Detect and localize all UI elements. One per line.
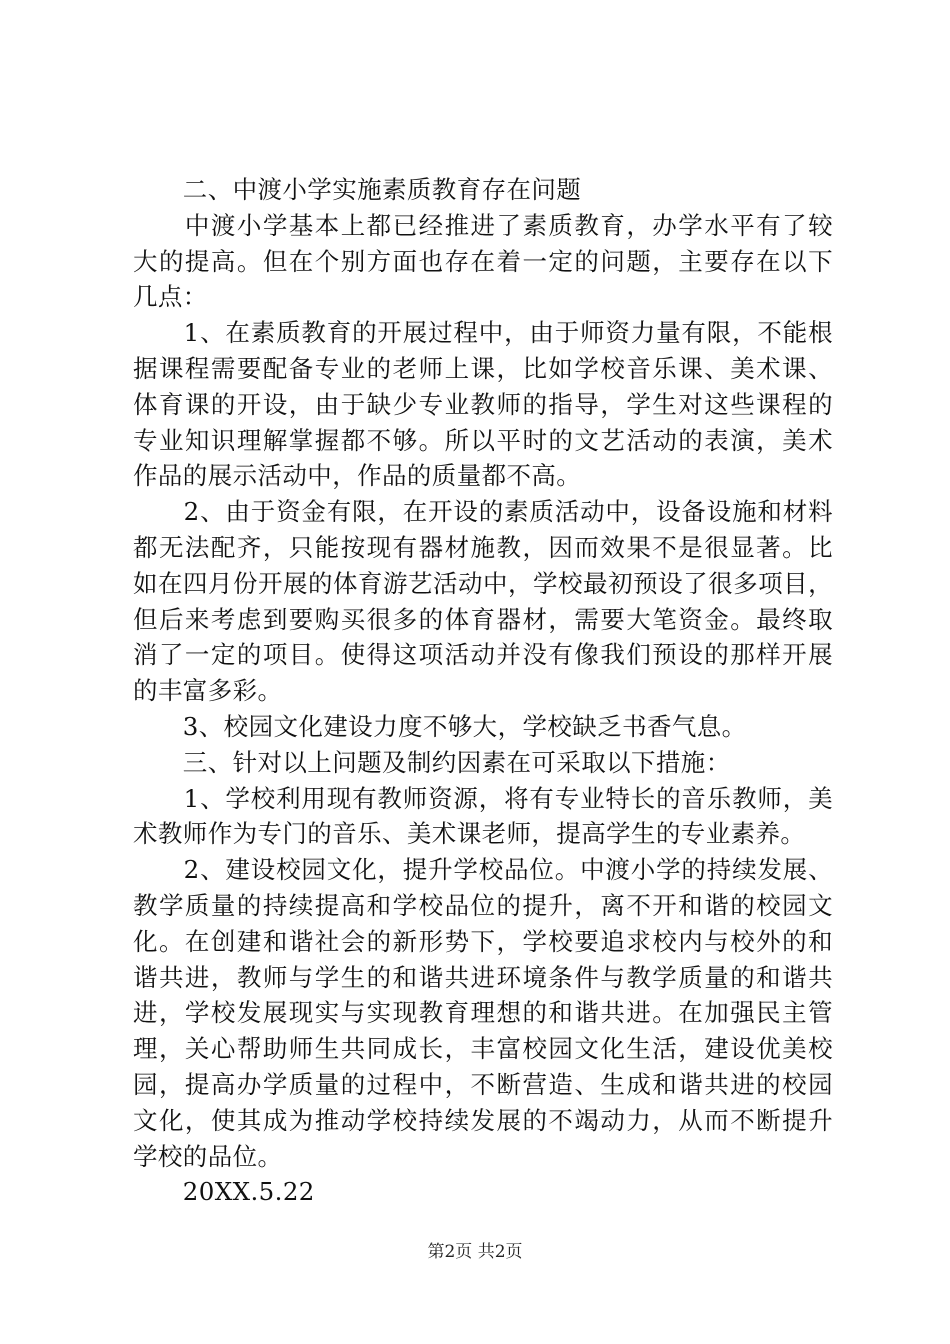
paragraph-line: 专业知识理解掌握都不够。所以平时的文艺活动的表演，美术 — [133, 425, 833, 455]
paragraph-line: 学校的品位。 — [133, 1141, 283, 1171]
paragraph-line: 理，关心帮助师生共同成长，丰富校园文化生活，建设优美校 — [133, 1034, 833, 1064]
section-heading: 三、针对以上问题及制约因素在可采取以下措施： — [133, 747, 731, 777]
paragraph-line: 的丰富多彩。 — [133, 676, 283, 706]
paragraph-line: 作品的展示活动中，作品的质量都不高。 — [133, 461, 582, 491]
paragraph-line: 1、学校利用现有教师资源，将有专业特长的音乐教师，美 — [133, 783, 833, 813]
paragraph-line: 大的提高。但在个别方面也存在着一定的问题，主要存在以下 — [133, 246, 833, 276]
paragraph-line: 几点： — [133, 282, 208, 312]
paragraph-line: 都无法配齐，只能按现有器材施教，因而效果不是很显著。比 — [133, 532, 833, 562]
paragraph-line: 中渡小学基本上都已经推进了素质教育，办学水平有了较 — [133, 210, 833, 240]
paragraph-line: 2、由于资金有限，在开设的素质活动中，设备设施和材料 — [133, 497, 833, 527]
paragraph-line: 进，学校发展现实与实现教育理想的和谐共进。在加强民主管 — [133, 998, 833, 1028]
paragraph-line: 但后来考虑到要购买很多的体育器材，需要大笔资金。最终取 — [133, 604, 833, 634]
paragraph-line: 化。在创建和谐社会的新形势下，学校要追求校内与校外的和 — [133, 926, 833, 956]
paragraph-line: 如在四月份开展的体育游艺活动中，学校最初预设了很多项目， — [133, 568, 833, 598]
page-number-footer: 第2页 共2页 — [427, 1242, 523, 1262]
paragraph-line: 3、校园文化建设力度不够大，学校缺乏书香气息。 — [133, 711, 747, 741]
paragraph-line: 据课程需要配备专业的老师上课，比如学校音乐课、美术课、 — [133, 353, 833, 383]
document-body — [133, 172, 833, 1210]
paragraph-line: 谐共进，教师与学生的和谐共进环境条件与教学质量的和谐共 — [133, 962, 833, 992]
paragraph-line: 2、建设校园文化，提升学校品位。中渡小学的持续发展、 — [133, 855, 833, 885]
paragraph-line: 体育课的开设，由于缺少专业教师的指导，学生对这些课程的 — [133, 389, 833, 419]
paragraph-line: 消了一定的项目。使得这项活动并没有像我们预设的那样开展 — [133, 640, 833, 670]
section-heading: 二、中渡小学实施素质教育存在问题 — [133, 175, 582, 204]
paragraph-line: 1、在素质教育的开展过程中，由于师资力量有限，不能根 — [133, 318, 833, 348]
paragraph-line: 教学质量的持续提高和学校品位的提升，离不开和谐的校园文 — [133, 890, 833, 920]
paragraph-line: 术教师作为专门的音乐、美术课老师，提高学生的专业素养。 — [133, 819, 806, 849]
paragraph-line: 文化，使其成为推动学校持续发展的不竭动力，从而不断提升 — [133, 1105, 833, 1135]
paragraph-line: 园，提高办学质量的过程中，不断营造、生成和谐共进的校园 — [133, 1069, 833, 1099]
document-date: 20XX.5.22 — [133, 1177, 315, 1207]
